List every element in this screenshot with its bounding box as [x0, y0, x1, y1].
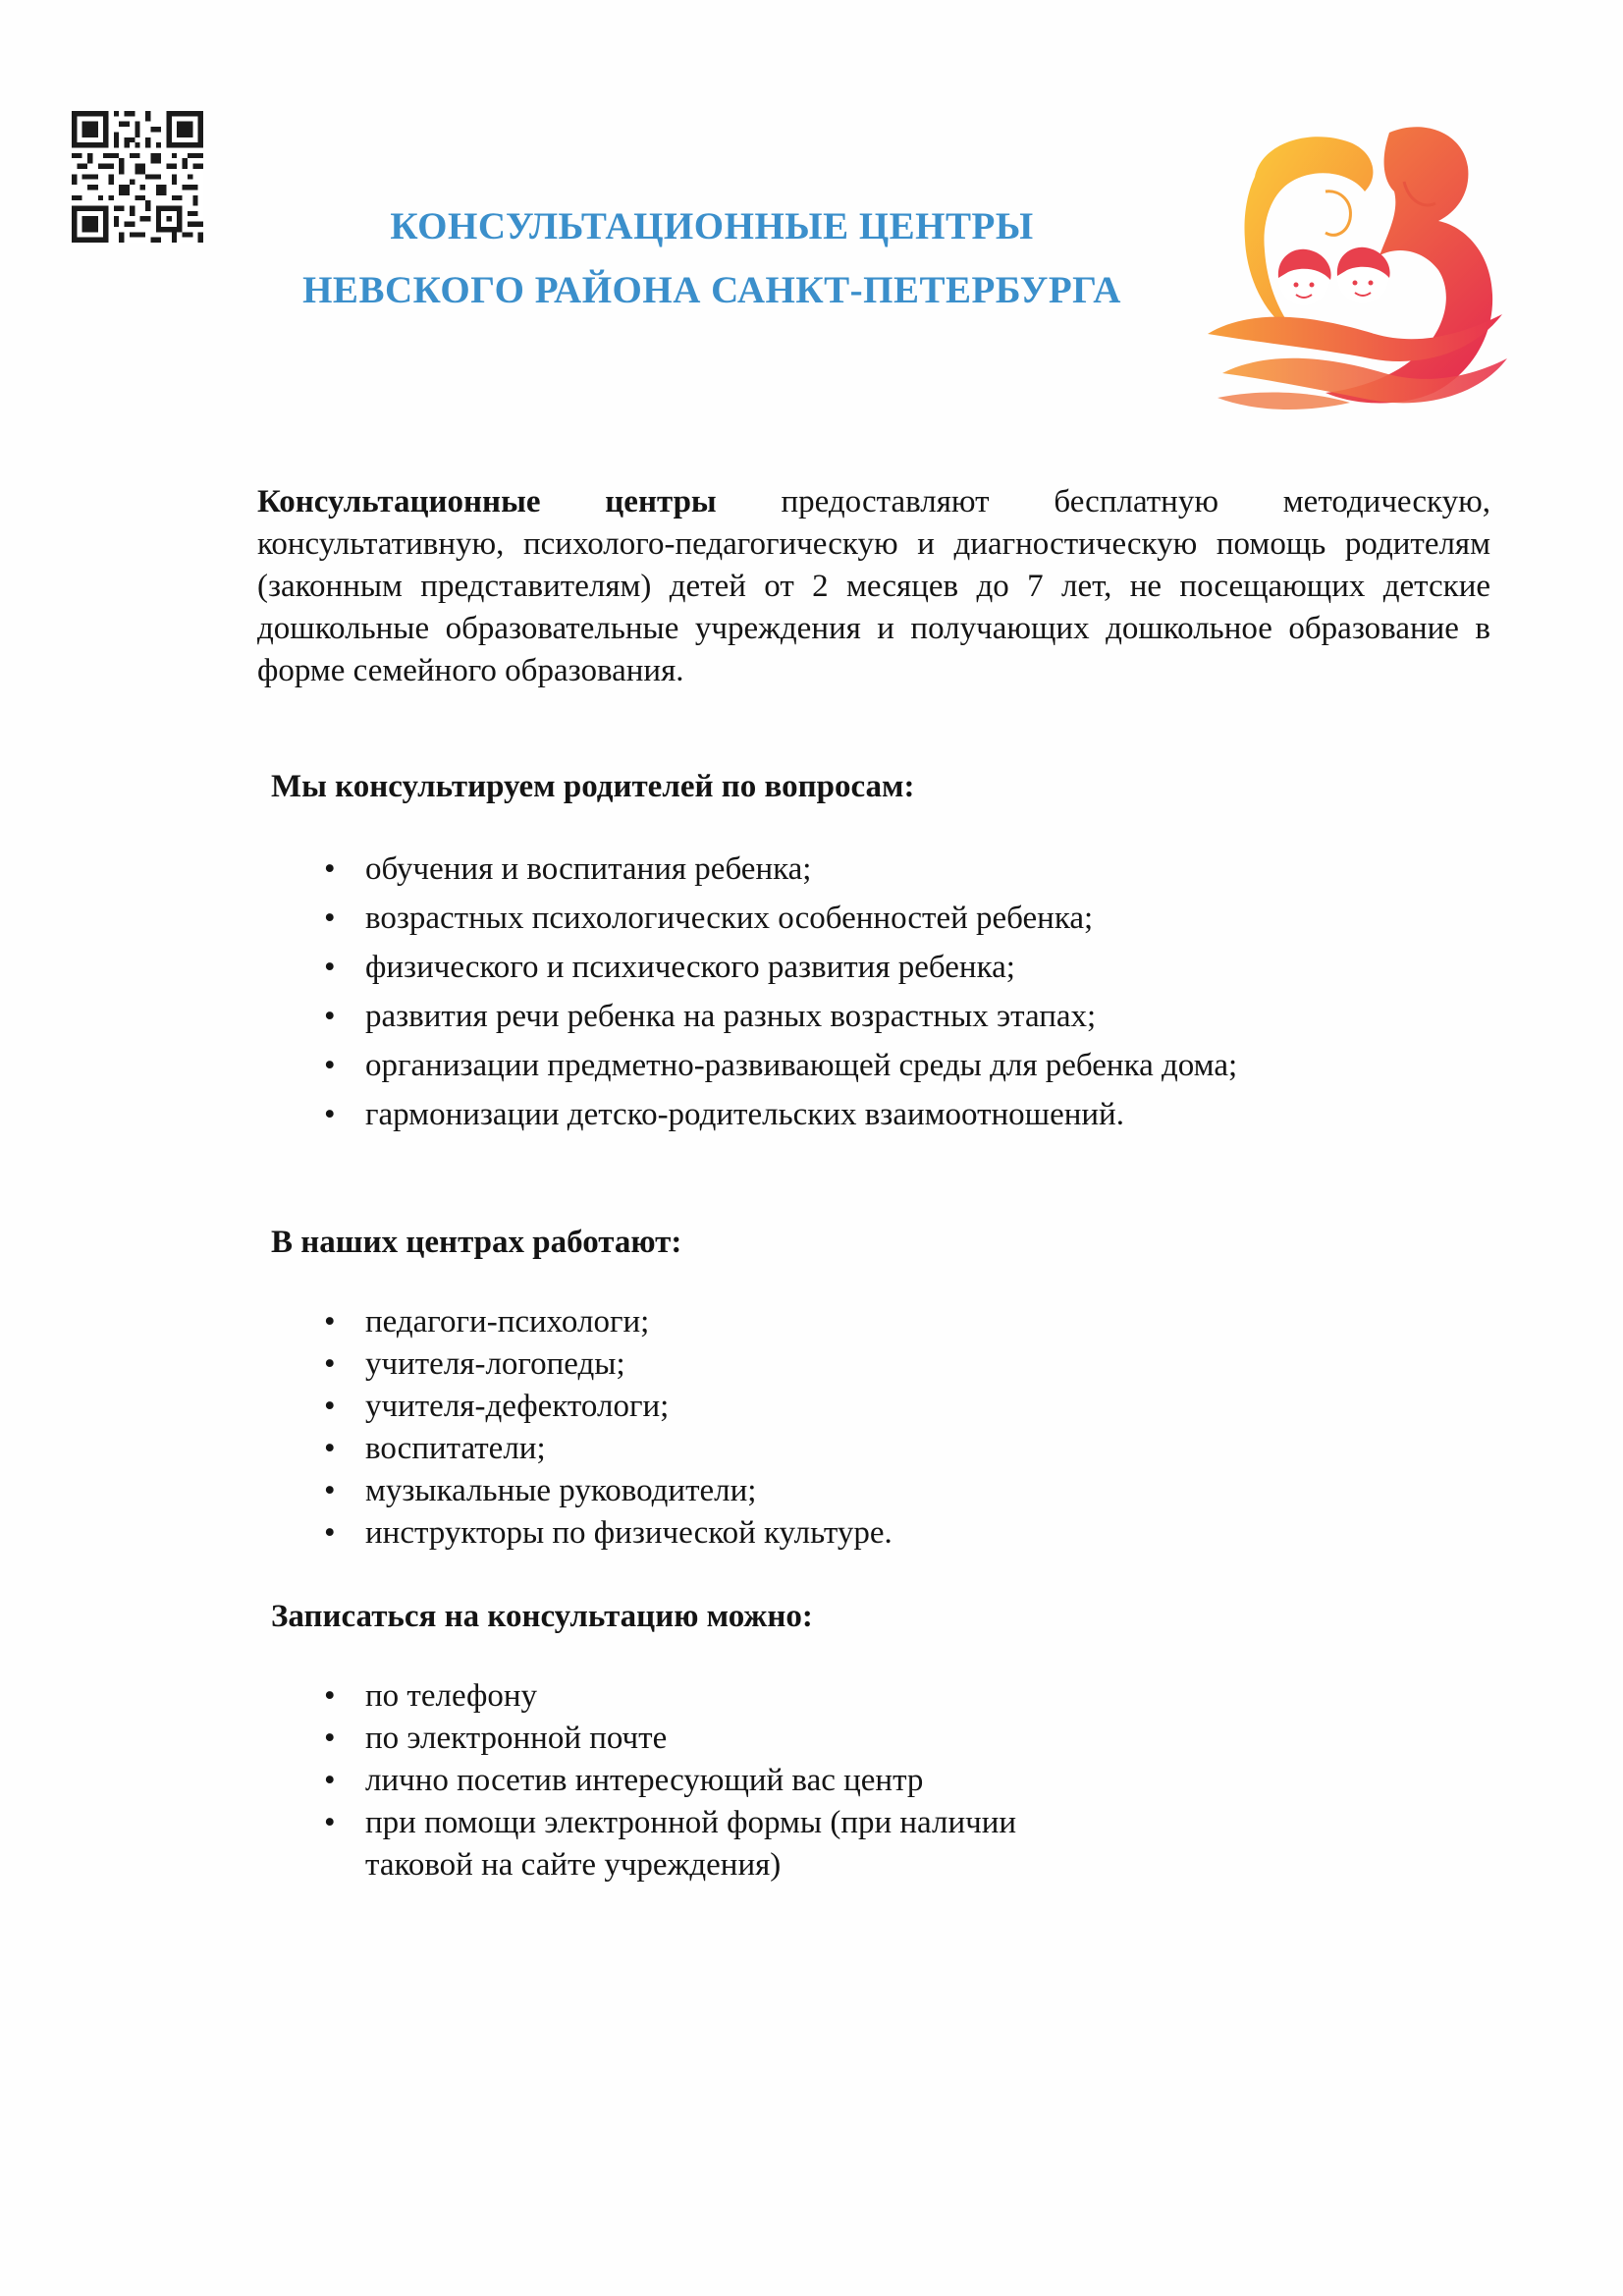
qr-code	[72, 111, 203, 243]
intro-bold-lead: Консультационные центры	[257, 484, 717, 519]
title-line-1: КОНСУЛЬТАЦИОННЫЕ ЦЕНТРЫ	[390, 205, 1034, 247]
list-item: • музыкальные руководители;	[324, 1470, 1306, 1512]
list-item: • обучения и воспитания ребенка;	[324, 845, 1306, 894]
signup-list	[324, 1675, 1306, 1886]
list-item: • педагоги-психологи;	[324, 1301, 1306, 1343]
list-item: • развития речи ребенка на разных возрастных этапах;	[324, 992, 1306, 1041]
questions-list	[324, 845, 1306, 1139]
intro-text: предоставляют бесплатную методическую, консультативную, психолого-педагогическую и диагностическую помощь родителям (законным представителям) детей от 2 месяцев до 7 лет, не посещающих детские дошкольные образовательные учреждения и получающих дошкольное образование в форме семейного образования.	[257, 484, 1490, 688]
list-item: • возрастных психологических особенностей ребенка;	[324, 894, 1306, 943]
list-item: • физического и психического развития ребенка;	[324, 943, 1306, 992]
section-heading-questions: Мы консультируем родителей по вопросам:	[271, 769, 915, 804]
list-item: • организации предметно-развивающей среды для ребенка дома;	[324, 1041, 1308, 1090]
title-line-2: НЕВСКОГО РАЙОНА САНКТ-ПЕТЕРБУРГА	[302, 269, 1121, 311]
list-item: • при помощи электронной формы (при наличии таковой на сайте учреждения)	[324, 1802, 1092, 1886]
staff-list	[324, 1301, 1306, 1555]
list-item: • инструкторы по физической культуре.	[324, 1512, 1306, 1555]
intro-paragraph	[257, 481, 1490, 692]
list-item: • гармонизации детско-родительских взаимоотношений.	[324, 1090, 1306, 1139]
family-logo	[1178, 123, 1517, 417]
list-item: • по электронной почте	[324, 1718, 1306, 1760]
list-item: • учителя-дефектологи;	[324, 1386, 1306, 1428]
section-heading-staff: В наших центрах работают:	[271, 1225, 682, 1260]
list-item: • воспитатели;	[324, 1428, 1306, 1470]
page-title	[226, 194, 1198, 322]
list-item: • лично посетив интересующий вас центр	[324, 1760, 1306, 1802]
section-heading-signup: Записаться на консультацию можно:	[271, 1599, 813, 1634]
list-item: • учителя-логопеды;	[324, 1343, 1306, 1386]
list-item: • по телефону	[324, 1675, 1306, 1718]
